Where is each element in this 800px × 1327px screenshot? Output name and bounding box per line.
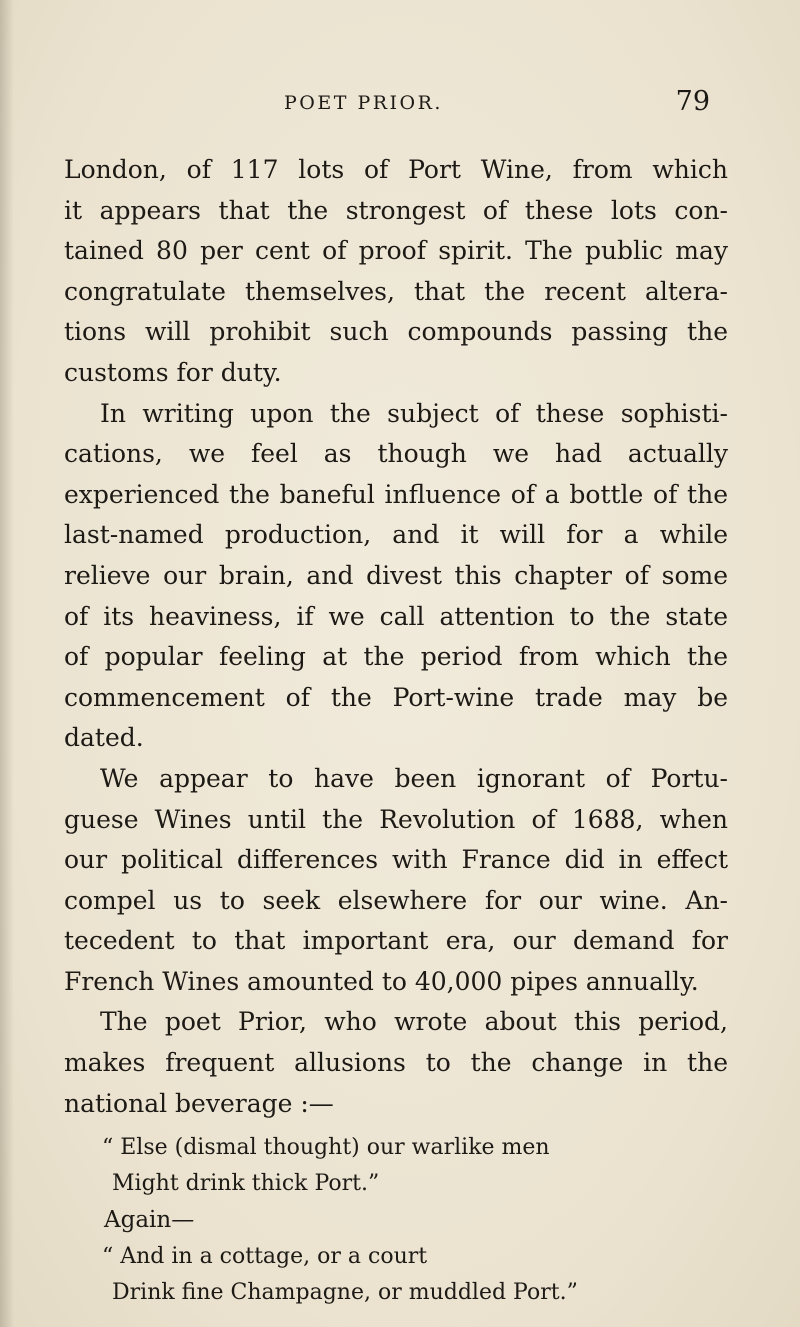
text-line: experienced the baneful influence of a bottle of the bbox=[64, 479, 728, 509]
verse-quote-1 bbox=[64, 1130, 728, 1202]
text-line: tions will prohibit such compounds passing the bbox=[64, 317, 728, 347]
text-line: congratulate themselves, that the recent altera- bbox=[64, 276, 728, 306]
page-edge-shadow bbox=[0, 0, 14, 1327]
paragraph-1 bbox=[64, 150, 728, 394]
text-line: cations, we feel as though we had actually bbox=[64, 439, 728, 469]
text-line: commencement of the Port-wine trade may be bbox=[64, 682, 728, 712]
text-line: our political differences with France did in effect bbox=[64, 845, 728, 875]
verse-line: Drink fine Champagne, or muddled Port.” bbox=[112, 1280, 578, 1306]
text-line: tained 80 per cent of proof spirit. The public may bbox=[64, 236, 728, 266]
text-line: last-named production, and it will for a while bbox=[64, 520, 728, 550]
text-line: it appears that the strongest of these lots con- bbox=[64, 195, 728, 225]
text-line: London, of 117 lots of Port Wine, from which bbox=[64, 155, 728, 184]
text-line: tecedent to that important era, our demand for bbox=[64, 926, 728, 956]
verse-line: “ And in a cottage, or a court bbox=[102, 1244, 428, 1270]
text-line: In writing upon the subject of these sophisti- bbox=[100, 398, 728, 428]
text-line: makes frequent allusions to the change in the bbox=[64, 1048, 728, 1078]
text-line: dated. bbox=[64, 723, 144, 753]
verse-line: “ Else (dismal thought) our warlike men bbox=[102, 1135, 550, 1161]
paragraph-3 bbox=[64, 759, 728, 1003]
verse-quote-2 bbox=[64, 1239, 728, 1311]
again-label: Again— bbox=[104, 1207, 195, 1234]
text-line: customs for duty. bbox=[64, 357, 282, 387]
paragraph-2 bbox=[64, 394, 728, 759]
text-line: of its heaviness, if we call attention to the state bbox=[64, 601, 728, 631]
text-line: The poet Prior, who wrote about this period, bbox=[100, 1007, 728, 1037]
running-head: POET PRIOR. bbox=[284, 92, 443, 114]
page-number: 79 bbox=[675, 86, 710, 117]
text-line: guese Wines until the Revolution of 1688, when bbox=[64, 804, 728, 834]
verse-line: Might drink thick Port.” bbox=[112, 1171, 380, 1197]
paragraph-4 bbox=[64, 1002, 728, 1124]
text-line: French Wines amounted to 40,000 pipes annually. bbox=[64, 966, 699, 996]
text-line: compel us to seek elsewhere for our wine. An- bbox=[64, 885, 728, 915]
text-line: of popular feeling at the period from which the bbox=[64, 642, 728, 672]
text-line: We appear to have been ignorant of Portu- bbox=[100, 763, 728, 793]
text-line: national beverage :— bbox=[64, 1088, 334, 1118]
text-line: relieve our brain, and divest this chapter of some bbox=[64, 560, 728, 590]
body-text bbox=[64, 150, 728, 1311]
